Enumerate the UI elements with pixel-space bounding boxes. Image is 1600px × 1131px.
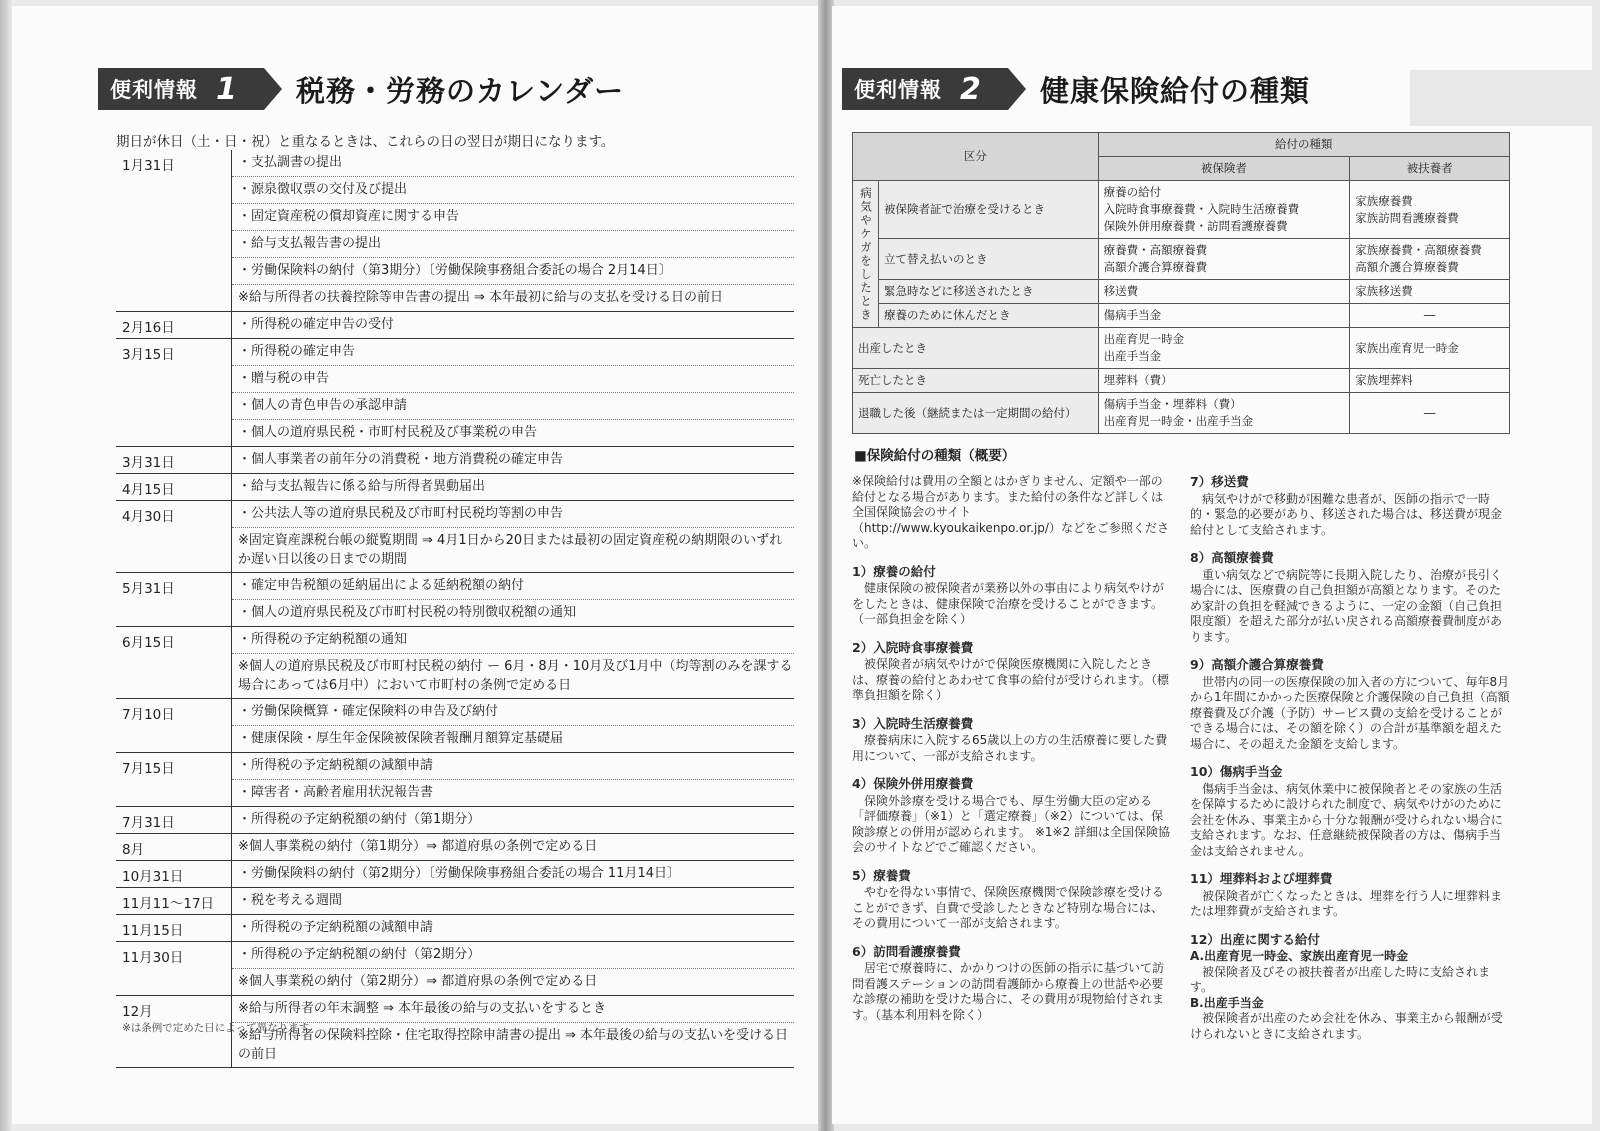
calendar-items <box>232 339 794 446</box>
header-dependent: 被扶養者 <box>1350 157 1510 181</box>
benefit-summary <box>1190 657 1512 752</box>
insured-benefit: 埋葬料（費） <box>1103 373 1173 387</box>
insured-benefits <box>1098 181 1350 239</box>
calendar-row <box>116 861 794 888</box>
insured-benefit: 傷病手当金 <box>1103 308 1162 322</box>
tax-labor-calendar <box>116 150 794 1068</box>
benefit-summary <box>852 640 1172 704</box>
insured-benefit: 出産育児一時金・出産手当金 <box>1103 414 1254 428</box>
benefit-summary-text: 被保険者及びその被扶養者が出産した時に支給されます。 <box>1190 964 1491 994</box>
calendar-items <box>232 807 794 833</box>
benefit-category: 療養のために休んだとき <box>878 304 1098 328</box>
badge-label: 便利情報 <box>110 78 198 102</box>
insured-benefits <box>1098 239 1350 280</box>
header-category: 区分 <box>853 133 1099 181</box>
calendar-item: ・所得税の予定納税額の減額申請 <box>238 920 434 935</box>
calendar-items <box>232 834 794 860</box>
benefit-summary-heading: 10）傷病手当金 <box>1190 764 1283 779</box>
benefit-summary-subheading: B.出産手当金 <box>1190 995 1264 1010</box>
calendar-item: ・個人事業者の前年分の消費税・地方消費税の確定申告 <box>238 452 564 467</box>
benefit-row <box>853 280 1510 304</box>
calendar-item: ・所得税の予定納税額の減額申請 <box>232 753 794 780</box>
calendar-item: ・確定申告税額の延納届出による延納税額の納付 <box>232 573 794 600</box>
benefit-summary <box>852 474 1172 552</box>
benefit-summary-text: 被保険者が亡くなったときは、埋葬を行う人に埋葬料または埋葬費が支給されます。 <box>1190 888 1503 918</box>
calendar-item: ・所得税の予定納税額の通知 <box>232 627 794 654</box>
calendar-item: ※給与所得者の年末調整 ⇒ 本年最後の給与の支払いをするとき <box>232 996 794 1023</box>
benefit-summary-heading: 7）移送費 <box>1190 474 1249 489</box>
page-title: 健康保険給付の種類 <box>1040 73 1311 108</box>
dependent-benefit: 高額介護合算療養費 <box>1355 260 1459 274</box>
dependent-benefits <box>1350 304 1510 328</box>
benefit-summary <box>852 776 1172 856</box>
calendar-item: ・所得税の確定申告 <box>232 339 794 366</box>
dependent-benefits <box>1350 369 1510 393</box>
calendar-date: 5月31日 <box>116 573 232 626</box>
dependent-benefit: 家族出産育児一時金 <box>1355 340 1459 355</box>
calendar-item: ・労働保険料の納付（第3期分）〔労働保険事務組合委託の場合 2月14日〕 <box>232 258 794 285</box>
info-badge <box>842 68 1008 110</box>
dependent-benefits <box>1350 393 1510 434</box>
calendar-item: ・健康保険・厚生年金保険被保険者報酬月額算定基礎届 <box>238 731 564 746</box>
calendar-item: ・贈与税の申告 <box>232 366 794 393</box>
calendar-date: 7月31日 <box>116 807 232 833</box>
calendar-row <box>116 942 794 996</box>
illness-group-label: 病気やケガをしたとき <box>853 181 879 328</box>
calendar-item: ・税を考える週間 <box>238 893 343 908</box>
calendar-row <box>116 573 794 627</box>
calendar-item: ※給与所得者の保険料控除・住宅取得控除申請書の提出 ⇒ 本年最後の給与の支払いを受ける日の前日 <box>238 1028 789 1062</box>
calendar-date: 7月15日 <box>116 753 232 806</box>
benefit-row <box>853 393 1510 434</box>
benefit-category: 被保険者証で治療を受けるとき <box>878 181 1098 239</box>
insured-benefit: 出産育児一時金 <box>1103 332 1185 346</box>
calendar-row <box>116 915 794 942</box>
benefit-summary-text: 保険外診療を受ける場合でも、厚生労働大臣の定める「評価療養」（※1）と「選定療養」（※2）については、保険診療との併用が認められます。 ※1※2 詳細は全国保険協会のサイトなどでご確認ください。 <box>852 793 1171 854</box>
dependent-benefit: 家族療養費・高額療養費 <box>1355 243 1482 257</box>
header-benefit-type: 給付の種類 <box>1098 133 1509 157</box>
calendar-items <box>232 627 794 698</box>
insured-benefit: 療養費・高額療養費 <box>1103 243 1208 257</box>
left-page <box>12 6 820 1124</box>
insured-benefit: 出産手当金 <box>1103 349 1162 363</box>
insured-benefit: 入院時食事療養費・入院時生活療養費 <box>1103 202 1300 216</box>
calendar-row <box>116 339 794 447</box>
benefit-summary <box>1190 932 1512 1043</box>
dependent-benefit: ― <box>1423 405 1436 420</box>
calendar-row <box>116 834 794 861</box>
benefit-summary <box>852 868 1172 932</box>
calendar-date: 4月30日 <box>116 501 232 572</box>
insured-benefits <box>1098 328 1350 369</box>
calendar-row <box>116 888 794 915</box>
calendar-row <box>116 474 794 501</box>
calendar-row <box>116 501 794 573</box>
benefit-summary-text: 被保険者が出産のため会社を休み、事業主から報酬が受けられないときに支給されます。 <box>1190 1011 1503 1041</box>
calendar-items <box>232 447 794 473</box>
calendar-row <box>116 150 794 312</box>
calendar-date: 3月15日 <box>116 339 232 446</box>
benefit-summary-heading: 8）高額療養費 <box>1190 550 1274 565</box>
summary-heading: ■保険給付の種類（概要） <box>854 448 1016 464</box>
calendar-item: ・給与支払報告書の提出 <box>232 231 794 258</box>
benefit-row <box>853 181 1510 239</box>
calendar-footnote: ※は条例で定めた日によって異なります <box>122 1022 310 1034</box>
insured-benefit: 高額介護合算療養費 <box>1103 260 1208 274</box>
info-badge <box>98 68 264 110</box>
dependent-benefit: 家族埋葬料 <box>1355 373 1413 387</box>
calendar-date: 3月31日 <box>116 447 232 473</box>
summary-column-right <box>1190 474 1512 1054</box>
calendar-note: 期日が休日（土・日・祝）と重なるときは、これらの日の翌日が期日になります。 <box>116 134 615 150</box>
benefit-summary-heading: 1）療養の給付 <box>852 563 936 579</box>
calendar-date: 8月 <box>116 834 232 860</box>
benefit-summary <box>852 564 1172 628</box>
calendar-items <box>232 942 794 995</box>
benefit-summary-text: 居宅で療養時に、かかりつけの医師の指示に基づいて訪問看護ステーションの訪問看護師から療養上の世話や必要な診療の補助を受けた場合に、その費用が現物給付されます。（基本利用料を除く） <box>852 961 1165 1022</box>
calendar-row <box>116 699 794 753</box>
section-heading-1 <box>98 68 624 110</box>
insured-benefits <box>1098 393 1350 434</box>
calendar-items <box>232 915 794 941</box>
calendar-items <box>232 888 794 914</box>
calendar-item: ・所得税の確定申告の受付 <box>238 317 395 332</box>
calendar-row <box>116 627 794 699</box>
benefit-summary-text: 重い病気などで病院等に長期入院したり、治療が長引く場合には、医療費の自己負担額が高額となります。そのため家計の負担を軽減できるように、一定の金額（自己負担限度額）を超えた部分が払い戻される高額療養費制度があります。 <box>1190 567 1503 644</box>
calendar-row <box>116 807 794 834</box>
benefit-summary-heading: 9）高額介護合算療養費 <box>1190 657 1324 672</box>
benefit-summary-heading: 6）訪問看護療養費 <box>852 943 961 959</box>
bleed-through <box>1410 70 1592 126</box>
benefit-summary <box>1190 764 1512 859</box>
summary-column-left <box>852 474 1172 1035</box>
benefit-row <box>853 369 1510 393</box>
calendar-date: 7月10日 <box>116 699 232 752</box>
calendar-item: ※固定資産課税台帳の縦覧期間 ⇒ 4月1日から20日または最初の固定資産税の納期限のいずれか遅い日以後の日までの期間 <box>238 533 783 567</box>
calendar-date: 12月 <box>116 996 232 1067</box>
calendar-items <box>232 996 794 1067</box>
calendar-date: 2月16日 <box>116 312 232 338</box>
calendar-item: ・個人の道府県民税及び市町村民税の特別徴収税額の通知 <box>238 605 577 620</box>
calendar-date: 11月30日 <box>116 942 232 995</box>
benefit-summary <box>852 716 1172 765</box>
benefit-summary-heading: 5）療養費 <box>852 867 911 883</box>
dependent-benefit: 家族療養費 <box>1355 193 1413 208</box>
benefit-summary-heading: 11）埋葬料および埋葬費 <box>1190 871 1333 886</box>
calendar-date: 10月31日 <box>116 861 232 887</box>
dependent-benefit: 家族移送費 <box>1355 284 1413 298</box>
right-page <box>832 6 1592 1124</box>
badge-number: 1 <box>216 71 238 107</box>
calendar-item: ※個人事業税の納付（第2期分）⇒ 都道府県の条例で定める日 <box>238 974 598 989</box>
calendar-item: ・固定資産税の償却資産に関する申告 <box>232 204 794 231</box>
benefit-category: 出産したとき <box>853 328 1099 369</box>
benefit-summary <box>852 944 1172 1024</box>
calendar-date: 11月15日 <box>116 915 232 941</box>
benefit-summary-heading: 12）出産に関する給付 <box>1190 931 1320 947</box>
calendar-items <box>232 501 794 572</box>
header-insured: 被保険者 <box>1098 157 1350 181</box>
calendar-item: ・個人の青色申告の承認申請 <box>232 393 794 420</box>
dependent-benefit: ― <box>1423 308 1436 322</box>
calendar-item: ※個人の道府県民税及び市町村民税の納付 ー 6月・8月・10月及び1月中（均等割のみを課する場合にあっては6月中）において市町村の条例で定める日 <box>238 659 793 693</box>
benefit-summary-text: 病気やけがで移動が困難な患者が、医師の指示で一時的・緊急的必要があり、移送された場合は、移送費が現金給付として支給されます。 <box>1190 491 1503 537</box>
dependent-benefits <box>1350 328 1510 369</box>
calendar-row <box>116 447 794 474</box>
benefit-summary-text: 世帯内の同一の医療保険の加入者の方について、毎年8月から1年間にかかった医療保険と介護保険の自己負担（高額療養費及び介護（予防）サービス費の支給を受けることができる場合には、その額を除く）の合計が基準額を超えた場合に、その超えた金額を支給します。 <box>1190 674 1510 751</box>
calendar-items <box>232 753 794 806</box>
calendar-items <box>232 699 794 752</box>
insured-benefits <box>1098 280 1350 304</box>
calendar-item: ・障害者・高齢者雇用状況報告書 <box>238 785 434 800</box>
calendar-item: ・所得税の予定納税額の納付（第1期分） <box>238 812 481 827</box>
benefit-summary-heading: 2）入院時食事療養費 <box>852 639 974 655</box>
insured-benefit: 移送費 <box>1103 284 1139 298</box>
insured-benefit: 傷病手当金・埋葬料（費） <box>1103 397 1242 411</box>
calendar-item: ・公共法人等の道府県民税及び市町村民税均等割の申告 <box>232 501 794 528</box>
dependent-benefits <box>1350 280 1510 304</box>
calendar-date: 1月31日 <box>116 150 232 311</box>
benefit-summary-text: 療養病床に入院する65歳以上の方の生活療養に要した費用について、一部が支給されます。 <box>852 733 1168 763</box>
calendar-date: 11月11～17日 <box>116 888 232 914</box>
calendar-item: ※個人事業税の納付（第1期分）⇒ 都道府県の条例で定める日 <box>238 839 598 854</box>
calendar-item: ・所得税の予定納税額の納付（第2期分） <box>232 942 794 969</box>
calendar-item: ・個人の道府県民税・市町村民税及び事業税の申告 <box>238 425 538 440</box>
benefit-summary-text: 被保険者が病気やけがで保険医療機関に入院したときは、療養の給付とあわせて食事の給付が受けられます。（標準負担額を除く） <box>852 657 1170 702</box>
calendar-items <box>232 312 794 338</box>
calendar-row <box>116 312 794 339</box>
calendar-date: 4月15日 <box>116 474 232 500</box>
benefit-summary <box>1190 474 1512 538</box>
calendar-item: ・給与支払報告に係る給与所得者異動届出 <box>238 479 486 494</box>
insured-benefit: 保険外併用療養費・訪問看護療養費 <box>1103 219 1288 233</box>
benefit-row <box>853 239 1510 280</box>
dependent-benefit: 家族訪問看護療養費 <box>1355 210 1459 225</box>
calendar-item: ・源泉徴収票の交付及び提出 <box>232 177 794 204</box>
badge-label: 便利情報 <box>854 78 942 102</box>
calendar-items <box>232 150 794 311</box>
benefit-row <box>853 304 1510 328</box>
benefit-summary-heading: 4）保険外併用療養費 <box>852 776 974 791</box>
calendar-items <box>232 573 794 626</box>
benefit-row <box>853 328 1510 369</box>
benefit-summary <box>1190 550 1512 645</box>
dependent-benefits <box>1350 239 1510 280</box>
benefit-summary-heading: 3）入院時生活療養費 <box>852 715 974 731</box>
benefit-category: 立て替え払いのとき <box>878 239 1098 280</box>
benefit-summary <box>1190 871 1512 920</box>
benefit-category: 死亡したとき <box>853 369 1099 393</box>
section-heading-2 <box>842 68 1310 110</box>
insured-benefit: 療養の給付 <box>1103 185 1162 199</box>
page-title: 税務・労務のカレンダー <box>296 73 625 108</box>
calendar-date: 6月15日 <box>116 627 232 698</box>
calendar-item: ※給与所得者の扶養控除等申告書の提出 ⇒ 本年最初に給与の支払を受ける日の前日 <box>238 290 724 305</box>
calendar-row <box>116 753 794 807</box>
insured-benefits <box>1098 369 1350 393</box>
calendar-item: ・労働保険概算・確定保険料の申告及び納付 <box>232 699 794 726</box>
calendar-items <box>232 861 794 887</box>
insured-benefits <box>1098 304 1350 328</box>
badge-number: 2 <box>960 71 982 107</box>
calendar-items <box>232 474 794 500</box>
benefit-summary-subheading: A.出産育児一時金、家族出産育児一時金 <box>1190 949 1409 963</box>
benefit-summary-text: やむを得ない事情で、保険医療機関で保険診療を受けることができず、自費で受診したときなど特別な場合には、その費用について一部が支給されます。 <box>852 885 1164 930</box>
calendar-item: ・労働保険料の納付（第2期分）〔労働保険事務組合委託の場合 11月14日〕 <box>238 866 680 881</box>
benefit-table <box>852 132 1510 434</box>
benefit-summary-text: ※保険給付は費用の全額とはかぎりません、定額や一部の給付となる場合があります。また給付の条件など詳しくは全国保険協会のサイト（http://www.kyoukaikenpo.or.jp/）などをご参照ください。 <box>852 474 1169 550</box>
benefit-summary-text: 傷病手当金は、病気休業中に被保険者とその家族の生活を保障するために設けられた制度で、病気やけがのために会社を休み、事業主から十分な報酬が受けられない場合に支給されます。なお、任意継続被保険者の方は、傷病手当金は支給されません。 <box>1190 781 1503 858</box>
benefit-category: 退職した後（継続または一定期間の給付） <box>853 393 1099 434</box>
calendar-item: ・支払調書の提出 <box>232 150 794 177</box>
benefit-summary-text: 健康保険の被保険者が業務以外の事由により病気やけがをしたときは、健康保険で治療を受けることができます。（一部負担金を除く） <box>852 581 1165 626</box>
dependent-benefits <box>1350 181 1510 239</box>
benefit-category: 緊急時などに移送されたとき <box>878 280 1098 304</box>
